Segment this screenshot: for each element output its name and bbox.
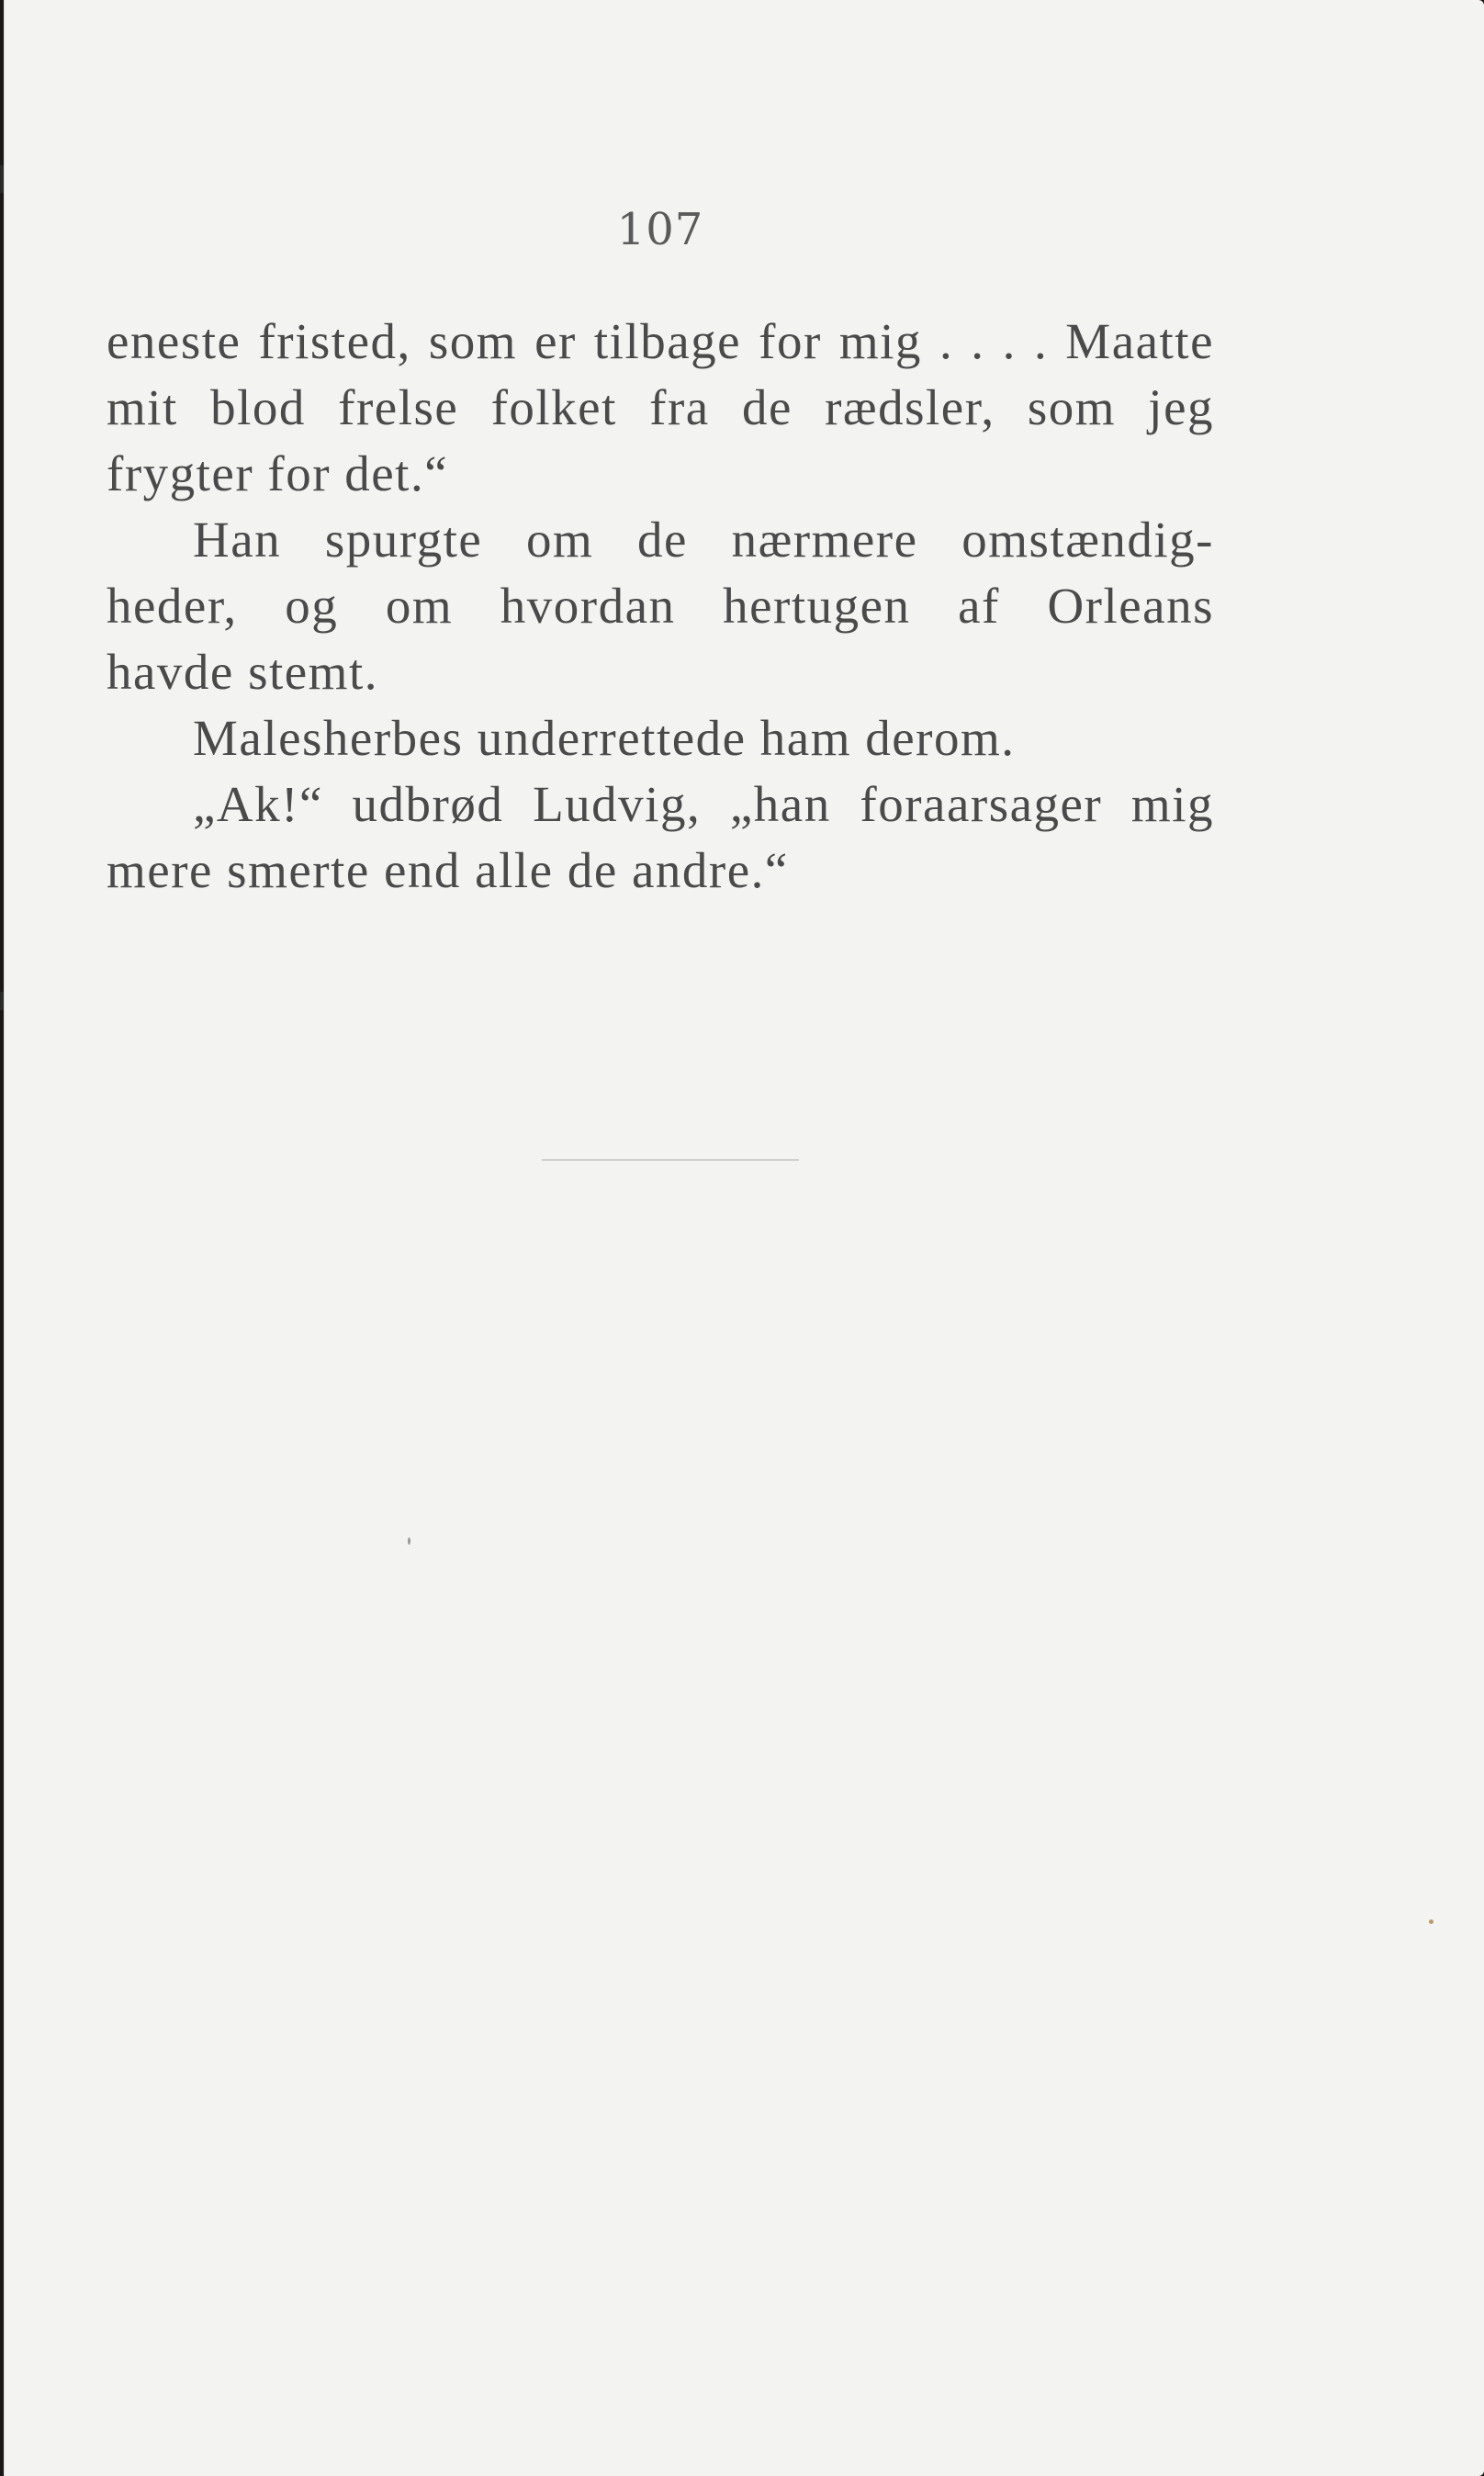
text-line: „Ak!“ udbrød Ludvig, „han foraarsager mig (193, 776, 1214, 832)
paper-speck (408, 1537, 410, 1545)
text-line: mit blod frelse folket fra de rædsler, som jeg (107, 379, 1214, 435)
edge-mark (0, 992, 4, 1010)
text-line: Han spurgte om de nærmere omstændig- (193, 512, 1214, 568)
text-line: Malesherbes underrettede ham derom. (193, 710, 1016, 766)
body-text (107, 309, 1214, 904)
section-divider (542, 1159, 799, 1161)
book-page (4, 0, 1484, 2476)
text-line: eneste fristed, som er tilbage for mig . . . . Maatte (107, 313, 1214, 369)
paper-speck (1429, 1919, 1433, 1924)
text-line: havde stemt. (107, 644, 378, 700)
text-line: frygter for det.“ (107, 445, 449, 501)
page-number: 107 (616, 204, 704, 255)
text-line: heder, og om hvordan hertugen af Orleans (107, 578, 1214, 634)
text-line: mere smerte end alle de andre.“ (107, 842, 789, 898)
edge-mark (0, 165, 4, 193)
